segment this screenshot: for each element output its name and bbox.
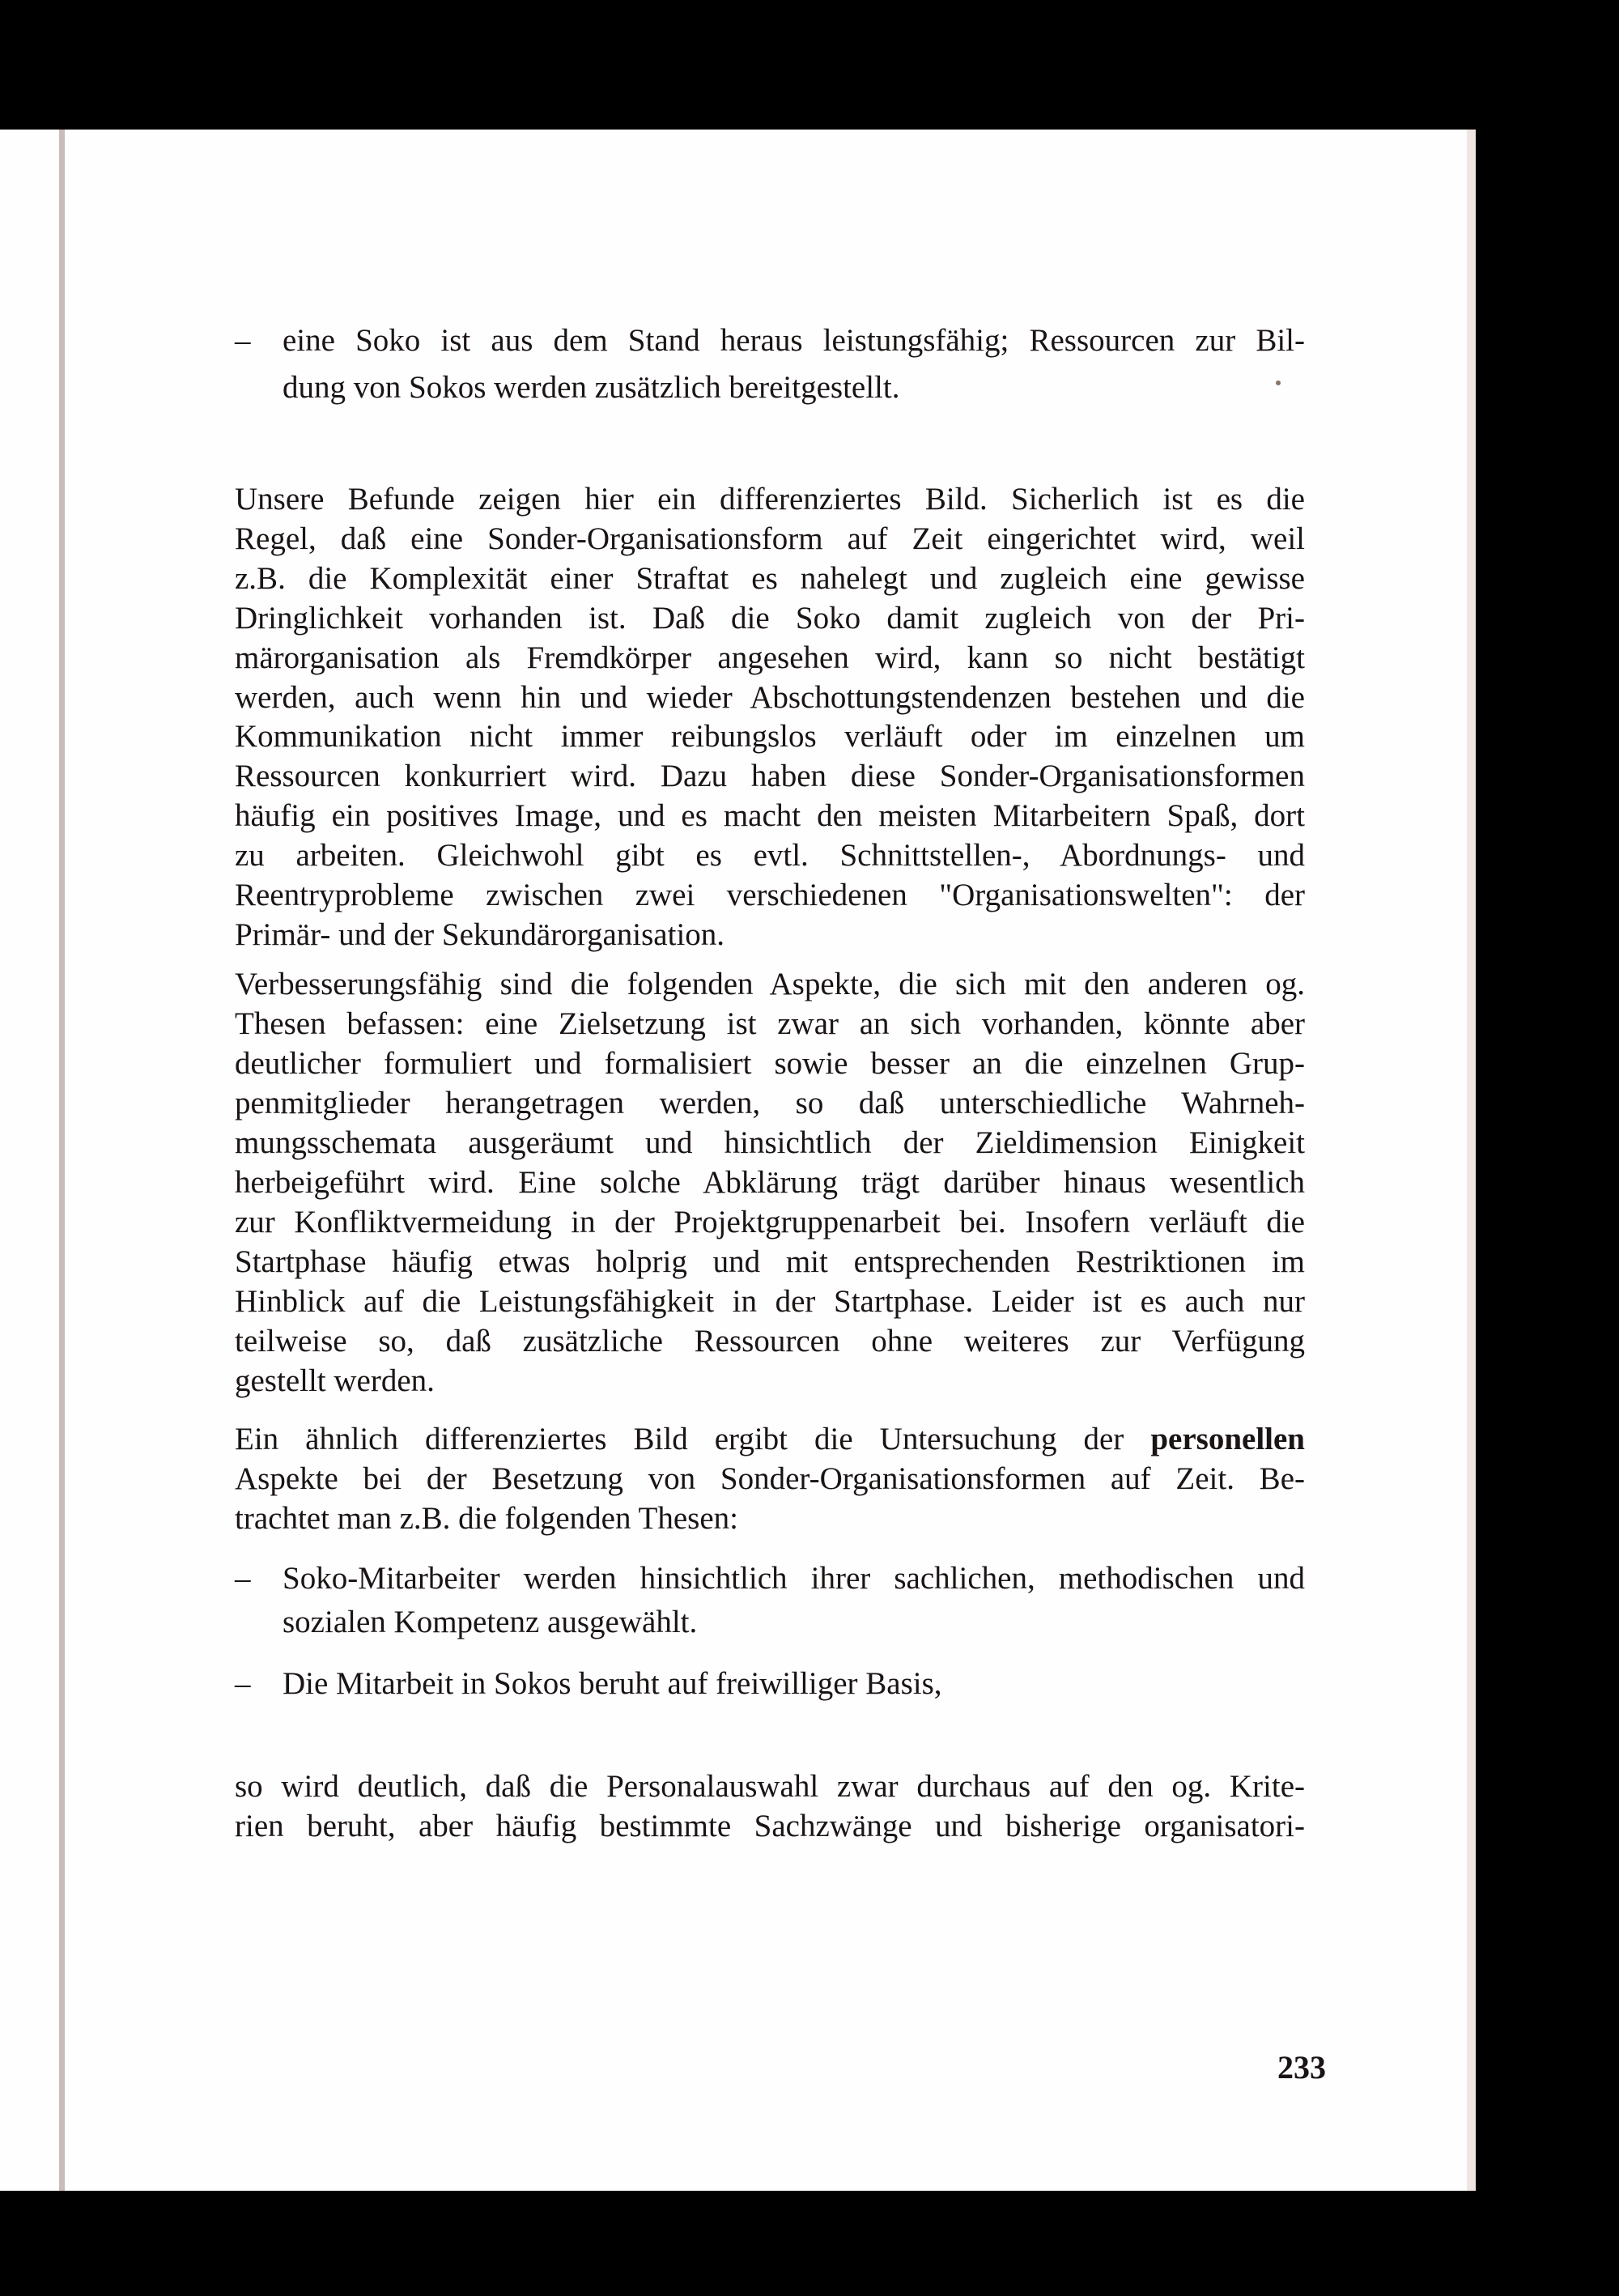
text-line: trachtet man z.B. die folgenden Thesen: bbox=[235, 1501, 738, 1536]
text-line: deutlicher formuliert und formalisiert sowie besser an die einzelnen Grup- bbox=[235, 1046, 1305, 1081]
paragraph-personalauswahl bbox=[235, 1767, 1305, 1846]
bullet-item-freiwillig bbox=[235, 1662, 1305, 1706]
page-number: 233 bbox=[1277, 2049, 1326, 2086]
text-line: Thesen befassen: eine Zielsetzung ist zwar an sich vorhanden, könnte aber bbox=[235, 1006, 1305, 1041]
text-line: herbeigeführt wird. Eine solche Abklärung trägt darüber hinaus wesentlich bbox=[235, 1165, 1305, 1200]
text-line: Hinblick auf die Leistungsfähigkeit in der Startphase. Leider ist es auch nur bbox=[235, 1284, 1305, 1319]
text-line: häufig ein positives Image, und es macht den meisten Mitarbeitern Spaß, dort bbox=[235, 798, 1305, 834]
text-line: Startphase häufig etwas holprig und mit entsprechenden Restriktionen im bbox=[235, 1244, 1305, 1279]
text-line: märorganisation als Fremdkörper angesehen wird, kann so nicht bestätigt bbox=[235, 640, 1305, 675]
text-line: Regel, daß eine Sonder-Organisationsform auf Zeit eingerichtet wird, weil bbox=[235, 521, 1305, 556]
text-line: so wird deutlich, daß die Personalauswahl zwar durchaus auf den og. Krite- bbox=[235, 1769, 1305, 1804]
text-line: teilweise so, daß zusätzliche Ressourcen ohne weiteres zur Verfügung bbox=[235, 1324, 1305, 1358]
text-line: Reentryprobleme zwischen zwei verschiedenen "Organisationswelten": der bbox=[235, 878, 1305, 913]
bullet-dash: – bbox=[235, 323, 251, 358]
bullet-dash: – bbox=[235, 1561, 251, 1596]
text-line: mungsschemata ausgeräumt und hinsichtlich der Zieldimension Einigkeit bbox=[235, 1125, 1305, 1160]
text-line: z.B. die Komplexität einer Straftat es nahelegt und zugleich eine gewisse bbox=[235, 560, 1305, 596]
bullet-item-kompetenz bbox=[235, 1557, 1305, 1644]
text-span: Ein ähnlich differenziertes Bild ergibt die Untersuchung der bbox=[235, 1422, 1124, 1456]
text-line: Kommunikation nicht immer reibungslos verläuft oder im einzelnen um bbox=[235, 719, 1305, 755]
text-line: sozialen Kompetenz ausgewählt. bbox=[283, 1605, 698, 1639]
text-line: Ressourcen konkurriert wird. Dazu haben diese Sonder-Organisationsformen bbox=[235, 759, 1305, 794]
text-line: zu arbeiten. Gleichwohl gibt es evtl. Schnittstellen-, Abordnungs- und bbox=[235, 838, 1305, 874]
text-line: Unsere Befunde zeigen hier ein differenziertes Bild. Sicherlich ist es die bbox=[235, 482, 1305, 517]
text-line: Dringlichkeit vorhanden ist. Daß die Soko damit zugleich von der Pri- bbox=[235, 600, 1305, 636]
text-line: eine Soko ist aus dem Stand heraus leistungsfähig; Ressourcen zur Bil- bbox=[283, 323, 1305, 358]
text-line: Primär- und der Sekundärorganisation. bbox=[235, 916, 725, 952]
bullet-item-soko-ready bbox=[235, 317, 1305, 411]
text-line: gestellt werden. bbox=[235, 1363, 435, 1398]
paragraph-verbesserung bbox=[235, 964, 1305, 1401]
paragraph-befunde bbox=[235, 480, 1305, 955]
bullet-dash: – bbox=[235, 1666, 251, 1701]
text-line: dung von Sokos werden zusätzlich bereitgestellt. bbox=[283, 370, 900, 405]
text-line: Die Mitarbeit in Sokos beruht auf freiwilliger Basis, bbox=[283, 1666, 942, 1701]
text-line: rien beruht, aber häufig bestimmte Sachzwänge und bisherige organisatori- bbox=[235, 1809, 1305, 1843]
bold-term: personellen bbox=[1150, 1422, 1305, 1456]
text-line: Aspekte bei der Besetzung von Sonder-Organisationsformen auf Zeit. Be- bbox=[235, 1461, 1305, 1496]
paragraph-personelle-aspekte bbox=[235, 1419, 1305, 1538]
text-line: Verbesserungsfähig sind die folgenden Aspekte, die sich mit den anderen og. bbox=[235, 967, 1305, 1001]
text-line: penmitglieder herangetragen werden, so daß unterschiedliche Wahrneh- bbox=[235, 1086, 1305, 1120]
text-line: zur Konfliktvermeidung in der Projektgruppenarbeit bei. Insofern verläuft die bbox=[235, 1205, 1305, 1239]
text-line: Soko-Mitarbeiter werden hinsichtlich ihrer sachlichen, methodischen und bbox=[283, 1561, 1305, 1596]
text-line: werden, auch wenn hin und wieder Abschottungstendenzen bestehen und die bbox=[235, 679, 1305, 715]
page-right-edge bbox=[1467, 130, 1476, 2191]
page-gutter-edge bbox=[59, 130, 65, 2191]
text-line bbox=[235, 1419, 1305, 1459]
